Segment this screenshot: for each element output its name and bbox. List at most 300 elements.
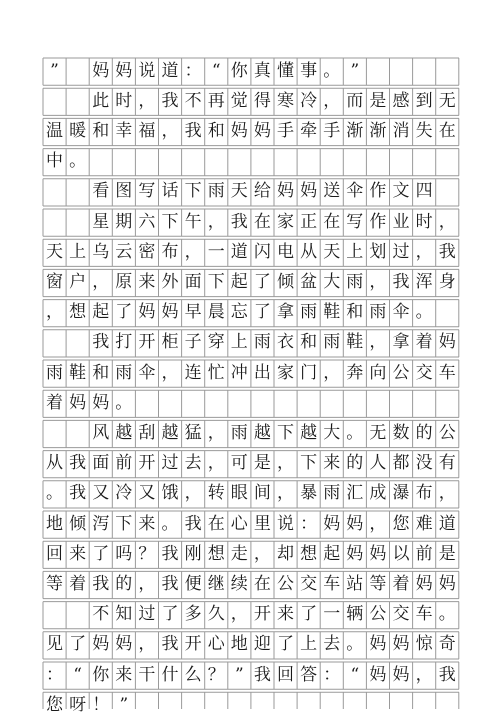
- character-cell: 时: [115, 90, 133, 111]
- character-cell: 手: [277, 120, 294, 141]
- character-cell: 妈: [92, 60, 110, 81]
- character-cell: 越: [300, 422, 318, 443]
- character-cell: 人: [369, 453, 387, 474]
- character-cell: 等: [369, 573, 387, 594]
- character-cell: 乌: [92, 241, 110, 262]
- character-cell: 业: [392, 211, 410, 232]
- character-cell: 云: [115, 241, 133, 262]
- character-cell: ，: [184, 483, 202, 504]
- character-cell: 在: [438, 120, 456, 141]
- character-cell: 。: [346, 422, 364, 443]
- character-cell: [43, 418, 66, 448]
- character-cell: 说: [277, 513, 294, 534]
- character-cell: [43, 86, 66, 116]
- character-cell: 迎: [253, 634, 271, 655]
- character-cell: [66, 207, 89, 237]
- character-cell: ，: [415, 664, 433, 685]
- character-cell: 您: [46, 694, 63, 715]
- character-cell: 下: [277, 422, 294, 443]
- character-cell: 一: [323, 604, 341, 625]
- character-cell: 车: [438, 362, 456, 383]
- character-cell: 起: [230, 271, 248, 292]
- character-cell: 公: [277, 573, 294, 594]
- character-cell: 在: [253, 573, 271, 594]
- character-cell: 妈: [92, 634, 110, 655]
- character-cell: ”: [350, 60, 360, 81]
- character-cell: 前: [415, 543, 433, 564]
- character-cell: 交: [392, 604, 410, 625]
- character-cell: 觉: [230, 90, 248, 111]
- character-cell: 了: [253, 302, 271, 323]
- character-cell: 天: [323, 241, 341, 262]
- character-cell: 公: [438, 422, 456, 443]
- character-cell: 越: [115, 422, 133, 443]
- character-cell: ”: [234, 664, 244, 685]
- character-cell: 。: [46, 483, 63, 504]
- character-cell: 雨: [369, 302, 387, 323]
- character-cell: 是: [253, 453, 271, 474]
- character-cell: 惊: [415, 634, 433, 655]
- character-cell: 了: [277, 634, 294, 655]
- character-cell: 暴: [300, 483, 318, 504]
- character-cell: 从: [46, 453, 63, 474]
- character-cell: 公: [392, 362, 410, 383]
- character-cell: 感: [392, 90, 410, 111]
- character-cell: 想: [300, 543, 318, 564]
- character-cell: ，: [138, 634, 156, 655]
- character-cell: 妈: [369, 634, 387, 655]
- character-cell: 期: [115, 211, 133, 232]
- character-cell: 真: [253, 60, 271, 81]
- character-cell: 时: [415, 211, 433, 232]
- character-cell: 晨: [207, 302, 225, 323]
- character-cell: 久: [207, 604, 225, 625]
- character-cell: 我: [161, 543, 179, 564]
- character-cell: 妈: [161, 302, 179, 323]
- character-cell: 站: [346, 573, 364, 594]
- character-cell: 正: [300, 211, 318, 232]
- character-cell: 想: [69, 302, 87, 323]
- character-cell: 我: [392, 271, 410, 292]
- character-cell: 而: [346, 90, 364, 111]
- character-cell: 和: [346, 302, 364, 323]
- character-cell: ，: [438, 483, 456, 504]
- character-cell: ，: [207, 453, 225, 474]
- character-cell: [66, 86, 89, 116]
- character-cell: 雨: [230, 422, 248, 443]
- character-cell: ，: [369, 513, 387, 534]
- character-cell: 又: [138, 483, 156, 504]
- character-cell: 妈: [115, 634, 133, 655]
- character-cell: [43, 177, 66, 207]
- character-cell: 雨: [346, 271, 364, 292]
- character-cell: 干: [138, 664, 156, 685]
- character-cell: ”: [119, 694, 129, 715]
- character-cell: 雨: [253, 332, 271, 353]
- character-cell: ：: [184, 60, 202, 81]
- character-cell: 猛: [184, 422, 202, 443]
- character-cell: ，: [323, 90, 341, 111]
- character-cell: 妈: [346, 543, 364, 564]
- character-cell: 刮: [138, 422, 156, 443]
- character-cell: 么: [184, 664, 202, 685]
- character-cell: 早: [184, 302, 202, 323]
- character-cell: 。: [415, 302, 433, 323]
- character-cell: 作: [369, 181, 387, 202]
- character-cell: ，: [323, 362, 341, 383]
- character-cell: 心: [230, 513, 248, 534]
- character-cell: 交: [415, 362, 433, 383]
- character-cell: 交: [300, 573, 318, 594]
- character-cell: ，: [92, 271, 110, 292]
- character-cell: [66, 600, 89, 630]
- character-cell: 泻: [92, 513, 110, 534]
- character-cell: ，: [161, 362, 179, 383]
- character-cell: 妈: [369, 543, 387, 564]
- character-cell: 奔: [346, 362, 364, 383]
- character-cell: 和: [300, 332, 318, 353]
- character-cell: 不: [184, 90, 202, 111]
- character-cell: 作: [369, 211, 387, 232]
- character-cell: 密: [138, 241, 156, 262]
- character-cell: 越: [161, 422, 179, 443]
- character-cell: 图: [115, 181, 133, 202]
- character-cell: 牵: [300, 120, 318, 141]
- character-cell: 冷: [115, 483, 133, 504]
- character-cell: 鞋: [346, 332, 364, 353]
- character-cell: 妈: [230, 120, 248, 141]
- character-cell: 划: [369, 241, 387, 262]
- character-cell: 家: [277, 211, 294, 232]
- character-cell: 您: [392, 513, 410, 534]
- character-cell: 暖: [69, 120, 87, 141]
- character-cell: 等: [46, 573, 63, 594]
- character-cell: 雨: [323, 332, 341, 353]
- character-cell: 渐: [369, 120, 387, 141]
- character-cell: 过: [161, 453, 179, 474]
- character-cell: 回: [46, 543, 63, 564]
- character-cell: 见: [46, 634, 63, 655]
- character-cell: 向: [369, 362, 387, 383]
- character-cell: ”: [50, 60, 59, 81]
- character-cell: 又: [92, 483, 110, 504]
- character-cell: 幸: [115, 120, 133, 141]
- character-cell: 事: [300, 60, 318, 81]
- character-cell: 外: [161, 271, 179, 292]
- character-cell: 着: [46, 392, 63, 413]
- character-cell: 说: [138, 60, 156, 81]
- character-cell: 和: [92, 362, 110, 383]
- character-cell: 了: [253, 271, 271, 292]
- character-cell: ，: [207, 211, 225, 232]
- character-cell: 的: [115, 573, 133, 594]
- character-cell: 雨: [300, 302, 318, 323]
- character-cell: 妈: [277, 181, 294, 202]
- character-cell: [66, 56, 89, 86]
- character-cell: 柜: [161, 332, 179, 353]
- character-cell: 伞: [392, 302, 410, 323]
- character-cell: 妈: [346, 513, 364, 534]
- character-cell: 上: [69, 241, 87, 262]
- character-cell: 车: [415, 604, 433, 625]
- character-cell: 我: [161, 634, 179, 655]
- character-cell: 鞋: [323, 302, 341, 323]
- character-cell: ：: [323, 664, 341, 685]
- character-cell: 走: [230, 543, 248, 564]
- character-cell: [43, 328, 66, 358]
- character-cell: 车: [323, 573, 341, 594]
- character-cell: 我: [69, 483, 87, 504]
- character-cell: 懂: [277, 60, 294, 81]
- character-cell: 六: [138, 211, 156, 232]
- character-cell: 看: [92, 181, 110, 202]
- character-cell: 来: [69, 543, 87, 564]
- character-cell: 下: [184, 181, 202, 202]
- character-cell: 是: [438, 543, 456, 564]
- character-cell: 。: [323, 60, 341, 81]
- character-cell: ，: [369, 271, 387, 292]
- character-cell: 雨: [46, 362, 63, 383]
- character-cell: 我: [438, 241, 456, 262]
- character-cell: 的: [415, 422, 433, 443]
- character-cell: 过: [138, 604, 156, 625]
- character-cell: 的: [346, 453, 364, 474]
- character-cell: 面: [184, 271, 202, 292]
- character-cell: 出: [253, 362, 271, 383]
- character-cell: 衣: [277, 332, 294, 353]
- character-cell: 。: [161, 513, 179, 534]
- character-cell: 上: [346, 241, 364, 262]
- character-cell: 去: [323, 634, 341, 655]
- character-cell: 我: [161, 90, 179, 111]
- character-cell: 得: [253, 90, 271, 111]
- character-cell: 在: [323, 211, 341, 232]
- character-cell: 星: [92, 211, 110, 232]
- character-cell: [43, 600, 66, 630]
- character-cell: 都: [392, 453, 410, 474]
- character-cell: 转: [207, 483, 225, 504]
- character-cell: 以: [392, 543, 410, 564]
- character-cell: [66, 177, 89, 207]
- character-cell: 妈: [392, 664, 410, 685]
- character-cell: 户: [69, 271, 87, 292]
- character-cell: 妈: [69, 392, 87, 413]
- character-cell: 原: [115, 271, 133, 292]
- character-cell: ，: [277, 483, 294, 504]
- character-cell: 越: [253, 422, 271, 443]
- character-cell: 便: [184, 573, 202, 594]
- character-cell: 和: [207, 120, 225, 141]
- character-cell: ，: [253, 543, 271, 564]
- character-cell: 盆: [300, 271, 318, 292]
- character-cell: ，: [138, 573, 156, 594]
- character-cell: 妈: [415, 573, 433, 594]
- character-cell: 在: [253, 211, 271, 232]
- character-cell: 冲: [230, 362, 248, 383]
- character-cell: 妈: [392, 634, 410, 655]
- character-cell: 拿: [392, 332, 410, 353]
- character-cell: 我: [184, 513, 202, 534]
- character-cell: 福: [138, 120, 156, 141]
- character-cell: [66, 418, 89, 448]
- character-cell: 手: [323, 120, 341, 141]
- character-cell: 妈: [92, 392, 110, 413]
- character-cell: 道: [161, 60, 179, 81]
- character-cell: 里: [253, 513, 271, 534]
- character-cell: 你: [230, 60, 248, 81]
- character-cell: 了: [92, 543, 110, 564]
- character-cell: 下: [115, 513, 133, 534]
- character-cell: 来: [115, 664, 133, 685]
- character-cell: 知: [115, 604, 133, 625]
- character-cell: “: [211, 60, 221, 81]
- character-cell: 妈: [323, 513, 341, 534]
- character-cell: “: [350, 664, 360, 685]
- character-cell: 消: [392, 120, 410, 141]
- character-cell: 四: [415, 181, 433, 202]
- character-cell: 着: [415, 332, 433, 353]
- character-cell: 地: [46, 513, 63, 534]
- character-cell: 道: [438, 513, 456, 534]
- character-cell: 妈: [115, 60, 133, 81]
- character-cell: 妈: [438, 573, 456, 594]
- character-cell: 面: [92, 453, 110, 474]
- character-cell: 妈: [300, 181, 318, 202]
- character-cell: 一: [207, 241, 225, 262]
- character-cell: 门: [300, 362, 318, 383]
- character-cell: 伞: [346, 181, 364, 202]
- character-cell: ？: [138, 543, 156, 564]
- character-cell: 你: [92, 664, 110, 685]
- character-cell: 忙: [207, 362, 225, 383]
- character-cell: 过: [392, 241, 410, 262]
- character-cell: 冷: [300, 90, 318, 111]
- character-cell: 心: [207, 634, 225, 655]
- character-cell: 鞋: [69, 362, 87, 383]
- character-cell: 妈: [369, 664, 387, 685]
- character-cell: ，: [161, 120, 179, 141]
- character-cell: 汇: [346, 483, 364, 504]
- character-cell: ，: [184, 241, 202, 262]
- character-cell: 下: [300, 453, 318, 474]
- character-cell: 渐: [346, 120, 364, 141]
- character-cell: 去: [184, 453, 202, 474]
- text-line: [43, 147, 459, 177]
- character-cell: 下: [207, 271, 225, 292]
- character-cell: 浑: [415, 271, 433, 292]
- character-cell: 数: [392, 422, 410, 443]
- character-cell: 寒: [277, 90, 294, 111]
- character-cell: 着: [69, 573, 87, 594]
- character-cell: 了: [300, 604, 318, 625]
- character-cell: 我: [184, 120, 202, 141]
- character-cell: 来: [277, 604, 294, 625]
- character-cell: 着: [392, 573, 410, 594]
- character-cell: 没: [415, 453, 433, 474]
- character-cell: 成: [369, 483, 387, 504]
- character-cell: 来: [138, 513, 156, 534]
- character-cell: ，: [46, 302, 63, 323]
- character-cell: 呀: [69, 694, 87, 715]
- character-cell: 家: [277, 362, 294, 383]
- character-cell: ，: [415, 241, 433, 262]
- character-cell: 再: [207, 90, 225, 111]
- character-cell: 和: [92, 120, 110, 141]
- character-cell: ？: [207, 664, 225, 685]
- character-cell: 风: [92, 422, 110, 443]
- character-cell: 午: [184, 211, 202, 232]
- character-cell: 却: [277, 543, 294, 564]
- character-cell: 雨: [323, 483, 341, 504]
- character-cell: 来: [138, 271, 156, 292]
- character-cell: 我: [253, 664, 271, 685]
- character-cell: 来: [323, 453, 341, 474]
- character-cell: 身: [438, 271, 456, 292]
- character-cell: 送: [323, 181, 341, 202]
- character-cell: 地: [230, 634, 248, 655]
- character-cell: 此: [92, 90, 110, 111]
- character-cell: 间: [253, 483, 271, 504]
- character-cell: ：: [300, 513, 318, 534]
- character-cell: 窗: [46, 271, 63, 292]
- character-cell: 无: [438, 90, 456, 111]
- character-cell: ，: [138, 90, 156, 111]
- character-cell: 给: [253, 181, 271, 202]
- character-cell: 雨: [207, 181, 225, 202]
- character-cell: 文: [392, 181, 410, 202]
- character-cell: 瀑: [392, 483, 410, 504]
- character-cell: 可: [230, 453, 248, 474]
- character-cell: 穿: [207, 332, 225, 353]
- character-cell: 倾: [69, 513, 87, 534]
- character-cell: 前: [115, 453, 133, 474]
- character-cell: 开: [253, 604, 271, 625]
- character-cell: 我: [92, 573, 110, 594]
- character-cell: 回: [277, 664, 294, 685]
- character-cell: 妈: [253, 120, 271, 141]
- character-cell: 打: [115, 332, 133, 353]
- character-cell: 上: [300, 634, 318, 655]
- character-cell: 从: [300, 241, 318, 262]
- character-cell: 眼: [230, 483, 248, 504]
- character-cell: “: [73, 664, 82, 685]
- character-cell: 天: [230, 181, 248, 202]
- character-cell: 答: [300, 664, 318, 685]
- character-cell: ，: [230, 604, 248, 625]
- character-cell: 开: [184, 634, 202, 655]
- character-cell: ，: [277, 453, 294, 474]
- character-cell: 电: [277, 241, 294, 262]
- character-cell: 什: [161, 664, 179, 685]
- character-cell: 续: [230, 573, 248, 594]
- character-cell: ，: [369, 332, 387, 353]
- character-cell: ，: [207, 422, 225, 443]
- character-cell: 上: [230, 332, 248, 353]
- character-cell: 伞: [138, 362, 156, 383]
- character-cell: 写: [138, 181, 156, 202]
- character-cell: 大: [323, 422, 341, 443]
- character-cell: 。: [438, 604, 456, 625]
- character-cell: 想: [207, 543, 225, 564]
- character-cell: 我: [230, 211, 248, 232]
- character-cell: 布: [161, 241, 179, 262]
- character-cell: ！: [92, 694, 110, 715]
- character-cell: 起: [92, 302, 110, 323]
- character-cell: 天: [46, 241, 63, 262]
- character-cell: [66, 328, 89, 358]
- character-cell: 。: [115, 392, 133, 413]
- character-cell: 下: [161, 211, 179, 232]
